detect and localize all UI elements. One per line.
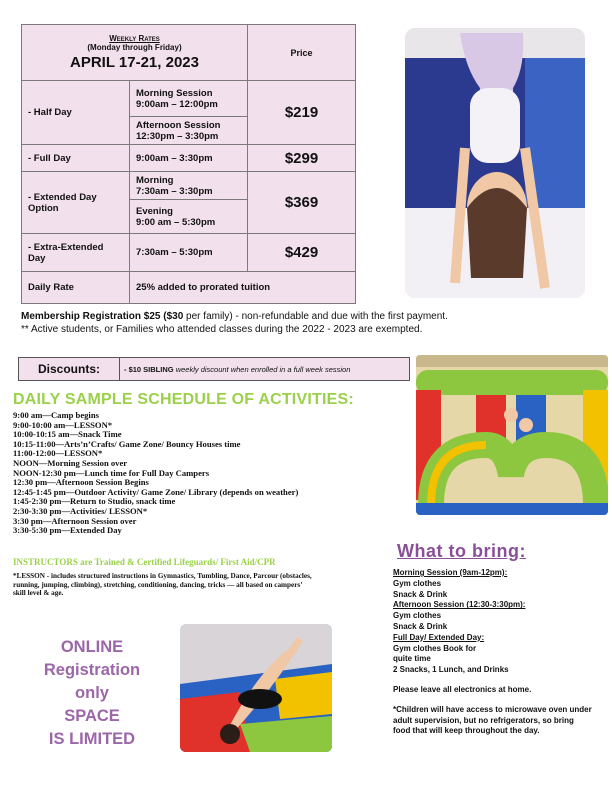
online-line: SPACE <box>64 707 120 725</box>
schedule-title: DAILY SAMPLE SCHEDULE OF ACTIVITIES: <box>13 391 354 408</box>
morning-session-time: 9:00am – 12:00pm <box>136 98 218 110</box>
schedule-item: 3:30 pm—Afternoon Session over <box>13 515 137 526</box>
extended-morning <box>130 172 248 200</box>
schedule-item: NOON—Morning Session over <box>13 457 128 468</box>
schedule-item: 10:00-10:15 am—Snack Time <box>13 429 122 440</box>
afternoon-session-name: Afternoon Session <box>136 119 221 131</box>
daily-rate-value: 25% added to prorated tuition <box>130 272 356 304</box>
online-line: Registration <box>43 661 141 679</box>
schedule-item: 3:30-5:30 pm—Extended Day <box>13 525 122 536</box>
electronics-note: Please leave all electronics at home. <box>393 684 532 694</box>
membership-info <box>21 310 461 336</box>
bring-item: Snack & Drink <box>393 589 448 599</box>
half-day-afternoon <box>130 117 248 145</box>
extended-evening <box>130 200 248 234</box>
instructors-note: INSTRUCTORS are Trained & Certified Lifeguards/ First Aid/CPR <box>13 557 276 567</box>
bring-item: Gym clothes Book for <box>393 643 477 653</box>
online-registration-text <box>22 636 162 751</box>
schedule-item: 10:15-11:00—Arts’n’Crafts/ Game Zone/ Bouncy Houses time <box>13 438 241 449</box>
rates-subtitle: (Monday through Friday) <box>87 43 182 52</box>
morning-session-name: Morning Session <box>136 87 213 99</box>
membership-rest: per family) - non-refundable and due with the first payment. <box>183 311 448 322</box>
bouncy-house-photo <box>416 355 608 515</box>
online-line: ONLINE <box>60 638 124 656</box>
discount-text <box>120 365 350 374</box>
schedule-item: 9:00 am—Camp begins <box>13 410 99 420</box>
rates-dates: APRIL 17-21, 2023 <box>70 54 199 71</box>
microwave-note: *Children will have access to microwave oven under adult supervision, but no refrigerators, so bring food that will keep throughout the day. <box>393 704 592 736</box>
gymnast-bridge-photo <box>180 624 332 752</box>
bring-item: Gym clothes <box>393 578 442 588</box>
extended-day-label: - Extended Day Option <box>22 172 130 234</box>
full-day-label: - Full Day <box>22 145 130 172</box>
discount-box <box>18 357 410 381</box>
membership-note: ** Active students, or Families who attended classes during the 2022 - 2023 are exempted. <box>21 324 423 335</box>
half-day-morning <box>130 81 248 117</box>
morning-heading: Morning Session (9am-12pm): <box>393 568 508 577</box>
extended-morning-time: 7:30am – 3:30pm <box>136 185 213 197</box>
full-day-time: 9:00am – 3:30pm <box>130 145 248 172</box>
schedule-list <box>13 411 403 536</box>
rates-title: Weekly Rates <box>109 34 160 43</box>
discount-label: Discounts: <box>19 358 120 380</box>
membership-bold: Membership Registration $25 ($30 <box>21 311 184 322</box>
extra-extended-price: $429 <box>248 234 356 272</box>
handstand-photo <box>405 28 585 298</box>
price-header: Price <box>248 25 356 81</box>
schedule-item: 12:45-1:45 pm—Outdoor Activity/ Game Zone/ Library (depends on weather) <box>13 486 299 497</box>
extended-evening-time: 9:00 am – 5:30pm <box>136 216 216 228</box>
afternoon-heading: Afternoon Session (12:30-3:30pm): <box>393 600 526 610</box>
extended-morning-name: Morning <box>136 174 174 186</box>
bring-item: Gym clothes <box>393 611 442 621</box>
bring-item: quite time <box>393 654 431 664</box>
bring-item: Snack & Drink <box>393 621 448 631</box>
full-day-price: $299 <box>248 145 356 172</box>
rates-header-cell <box>22 25 248 81</box>
online-line: only <box>75 684 109 702</box>
extra-extended-label: - Extra-Extended Day <box>22 234 130 272</box>
schedule-item: 9:00-10:00 am—LESSON* <box>13 419 113 430</box>
extra-extended-time: 7:30am – 5:30pm <box>130 234 248 272</box>
extended-evening-name: Evening <box>136 205 173 217</box>
online-line: IS LIMITED <box>48 730 136 748</box>
half-day-label: - Half Day <box>22 81 130 145</box>
schedule-item: 12:30 pm—Afternoon Session Begins <box>13 477 149 488</box>
full-day-heading: Full Day/ Extended Day: <box>393 632 485 642</box>
discount-italic: weekly discount when enrolled in a full week session <box>173 364 351 374</box>
weekly-rates-table <box>21 24 356 304</box>
lesson-note: *LESSON - includes structured instructions in Gymnastics, Tumbling, Dance, Parcour (obstacles, running, jumping, climbing), stretching, conditioning, dancing, tricks — all based on campers’ skill level & age. <box>13 572 312 598</box>
afternoon-session-time: 12:30pm – 3:30pm <box>136 130 219 142</box>
schedule-item: 2:30-3:30 pm—Activities/ LESSON* <box>13 505 148 516</box>
discount-prefix: - $10 SIBLING <box>124 364 174 374</box>
bring-item: 2 Snacks, 1 Lunch, and Drinks <box>393 665 509 675</box>
what-to-bring-list <box>393 568 593 737</box>
half-day-price: $219 <box>248 81 356 145</box>
schedule-item: 11:00-12:00—LESSON* <box>13 448 103 459</box>
schedule-item: 1:45-2:30 pm—Return to Studio, snack time <box>13 496 176 507</box>
extended-day-price: $369 <box>248 172 356 234</box>
schedule-item: NOON-12:30 pm—Lunch time for Full Day Campers <box>13 467 210 478</box>
what-to-bring-title: What to bring: <box>397 541 526 561</box>
daily-rate-label: Daily Rate <box>22 272 130 304</box>
